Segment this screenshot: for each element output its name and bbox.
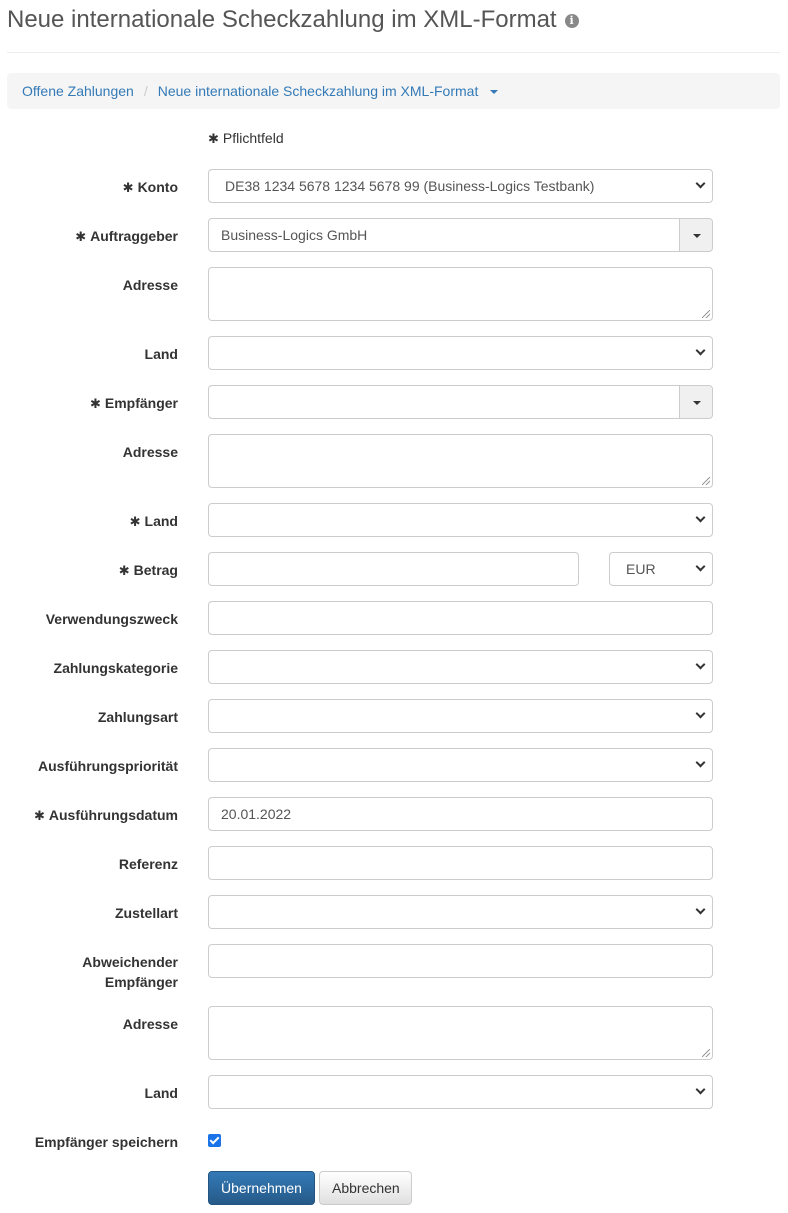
adresse-label: Adresse [122, 277, 178, 293]
land-select[interactable] [208, 336, 713, 370]
konto-label: ✱ Konto [122, 179, 178, 196]
auftraggeber-dropdown-button[interactable] [679, 218, 713, 252]
chevron-down-icon [696, 346, 706, 356]
chevron-down-icon [696, 905, 706, 915]
zustellart-label: Zustellart [114, 905, 178, 921]
verwendungszweck-label: Verwendungszweck [45, 611, 178, 627]
caret-down-icon [693, 401, 701, 405]
info-icon[interactable]: i [565, 14, 579, 28]
betrag-input[interactable] [208, 552, 579, 586]
land-label: Land [144, 346, 178, 362]
empfaenger-adresse-label: Adresse [122, 444, 178, 460]
betrag-label: ✱ Betrag [118, 562, 178, 579]
chevron-down-icon [490, 90, 498, 94]
empfaenger-combobox[interactable] [208, 385, 713, 419]
resize-grip-icon[interactable] [702, 1049, 710, 1057]
required-marker-icon: ✱ [208, 132, 219, 147]
empfaenger-dropdown-button[interactable] [679, 385, 713, 419]
empfaenger-label: ✱ Empfänger [89, 395, 178, 412]
chevron-down-icon [696, 758, 706, 768]
breadcrumb [7, 73, 780, 109]
referenz-label: Referenz [118, 856, 178, 872]
currency-select[interactable]: EUR [609, 552, 713, 586]
ausfuehrungsdatum-input[interactable]: 20.01.2022 [208, 797, 713, 831]
abweichender-adresse-label: Adresse [122, 1016, 178, 1032]
zahlungsart-label: Zahlungsart [97, 709, 178, 725]
zahlungskategorie-select[interactable] [208, 650, 713, 684]
submit-button[interactable]: Übernehmen [208, 1171, 315, 1205]
caret-down-icon [693, 234, 701, 238]
abweichender-land-label: Land [144, 1085, 178, 1101]
breadcrumb-offene-zahlungen[interactable]: Offene Zahlungen [22, 83, 134, 99]
chevron-down-icon [696, 709, 706, 719]
auftraggeber-label: ✱ Auftraggeber [75, 228, 178, 245]
zahlungsart-select[interactable] [208, 699, 713, 733]
chevron-down-icon [696, 179, 706, 189]
konto-select[interactable]: DE38 1234 5678 1234 5678 99 (Business-Logics Testbank) [208, 169, 713, 203]
chevron-down-icon [696, 660, 706, 670]
empfaenger-speichern-checkbox[interactable] [208, 1134, 221, 1147]
auftraggeber-combobox[interactable]: Business-Logics GmbH [208, 218, 713, 252]
ausfuehrungsprioritaet-select[interactable] [208, 748, 713, 782]
abweichender-empfaenger-label: Abweichender Empfänger [82, 954, 178, 990]
abweichender-land-select[interactable] [208, 1075, 713, 1109]
zustellart-select[interactable] [208, 895, 713, 929]
breadcrumb-separator: / [143, 83, 148, 99]
empfaenger-speichern-label: Empfänger speichern [34, 1134, 178, 1150]
resize-grip-icon[interactable] [702, 310, 710, 318]
empfaenger-land-select[interactable] [208, 503, 713, 537]
abweichender-adresse-textarea[interactable] [208, 1006, 713, 1060]
adresse-textarea[interactable] [208, 267, 713, 321]
cancel-button[interactable]: Abbrechen [319, 1171, 412, 1205]
breadcrumb-current-page[interactable]: Neue internationale Scheckzahlung im XML-Format [158, 83, 499, 99]
required-note: ✱ Pflichtfeld [208, 130, 284, 147]
empfaenger-land-label: ✱ Land [129, 513, 178, 530]
ausfuehrungsdatum-label: ✱ Ausführungsdatum [33, 807, 178, 824]
chevron-down-icon [696, 562, 706, 572]
verwendungszweck-input[interactable] [208, 601, 713, 635]
resize-grip-icon[interactable] [702, 477, 710, 485]
abweichender-empfaenger-input[interactable] [208, 944, 713, 978]
chevron-down-icon [696, 513, 706, 523]
page-title: Neue internationale Scheckzahlung im XML-Format i [7, 5, 579, 35]
referenz-input[interactable] [208, 846, 713, 880]
zahlungskategorie-label: Zahlungskategorie [53, 660, 178, 676]
empfaenger-adresse-textarea[interactable] [208, 434, 713, 488]
ausfuehrungsprioritaet-label: Ausführungspriorität [38, 758, 178, 774]
chevron-down-icon [696, 1085, 706, 1095]
title-divider [7, 52, 780, 53]
